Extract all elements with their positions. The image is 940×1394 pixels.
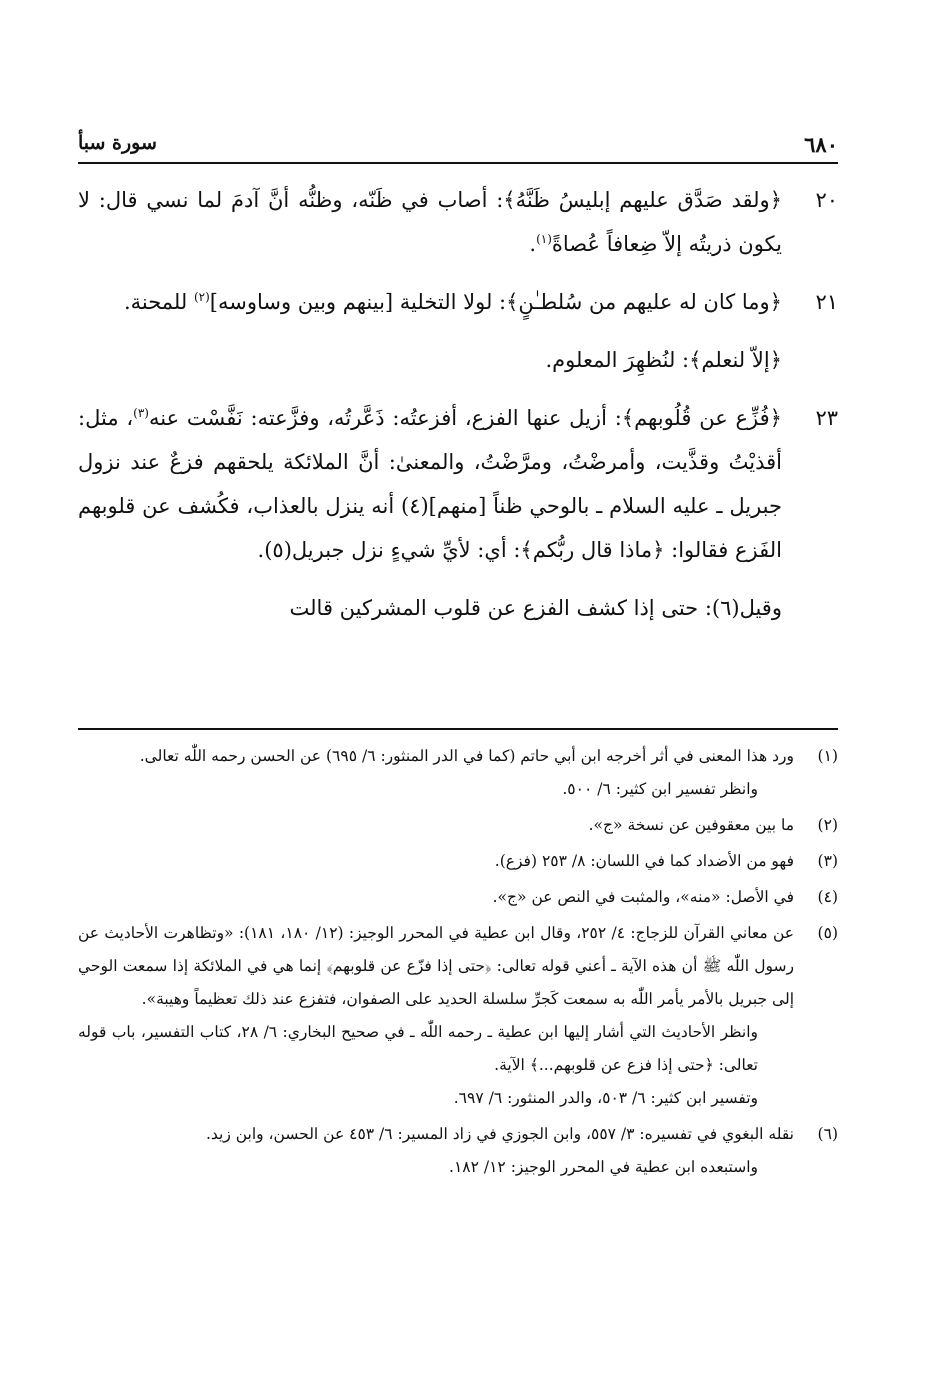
footnotes — [78, 740, 838, 1187]
footnote-4 — [78, 881, 838, 914]
footnote-text: فهو من الأضداد كما في اللسان: ٨/ ٢٥٣ (فزع). — [494, 852, 794, 870]
verse-commentary: ﴿وما كان له عليهم من سُلطـٰنٍ﴾: لولا التخلية [بينهم وبين وساوسه]$^{(٢)}$ للمحنة. — [123, 290, 782, 314]
footnote-number: (١) — [817, 747, 838, 765]
footnote-text: في الأصل: «منه»، والمثبت في النص عن «ج». — [492, 888, 794, 906]
footnote-ref: (١) — [536, 232, 552, 246]
surah-title: سورة سبأ — [78, 132, 157, 154]
verse-number: ٢٠ — [815, 188, 838, 212]
footnote-1 — [78, 740, 838, 806]
footnote-text: وانظر الأحاديث التي أشار إليها ابن عطية ـ رحمه اللّٰه ـ في صحيح البخاري: ٦/ ٢٨، كتاب التفسير، باب قوله تعالى: ﴿حتى إذا فزع عن قلوبهم...﴾ الآية. — [78, 1023, 758, 1074]
footnote-divider — [78, 728, 838, 730]
footnote-number: (٢) — [817, 816, 838, 834]
footnote-text: وتفسير ابن كثير: ٦/ ٥٠٣، والدر المنثور: ٦/ ٦٩٧. — [453, 1089, 758, 1107]
footnote-text: واستبعده ابن عطية في المحرر الوجيز: ١٢/ ١٨٢. — [449, 1158, 758, 1176]
verse-number: ٢٣ — [815, 406, 838, 430]
main-text — [78, 178, 838, 644]
footnote-ref: (٣) — [133, 406, 149, 420]
footnote-text: وانظر تفسير ابن كثير: ٦/ ٥٠٠. — [562, 780, 758, 798]
verse-entry-continued — [78, 586, 838, 630]
page-number: ٦٨٠ — [804, 132, 838, 157]
page-header — [78, 128, 838, 164]
footnote-3 — [78, 845, 838, 878]
verse-commentary: ﴿إلاّ لنعلم﴾: لنُظهِرَ المعلوم. — [545, 348, 782, 372]
footnote-number: (٤) — [817, 888, 838, 906]
verse-commentary: ﴿فُزِّع عن قُلُوبهم﴾: أزيل عنها الفزع، أفزعتُه: ذَعَّرتُه، وفزَّعته: نَفَّسْت عنه$^{(٣)}$، مثل: أقذيْتُ وقذَّيت، وأمرضْتُ، ومرَّضْتُ، والمعنىٰ: أنَّ الملائكة يلحقهم فزعٌ عند نزول جبريل ـ عليه السلام ـ بالوحي ظناً [منهم](٤) أنه ينزل بالعذاب، فكُشف عن قلوبهم الفَزع فقالوا: ﴿ماذا قال ربُّكم﴾: أي: لأيِّ شيءٍ نزل جبريل(٥). — [78, 406, 782, 562]
footnote-number: (٦) — [817, 1125, 838, 1143]
footnote-6 — [78, 1118, 838, 1184]
footnote-5 — [78, 917, 838, 1115]
footnote-text: ورد هذا المعنى في أثر أخرجه ابن أبي حاتم (كما في الدر المنثور: ٦/ ٦٩٥) عن الحسن رحمه اللّٰه تعالى. — [139, 747, 794, 765]
verse-commentary: ﴿ولقد صَدَّق عليهم إبليسُ ظَنَّهُ﴾: أصاب في ظَنّه، وظنُّه أنَّ آدمَ لما نسي قال: لا يكون ذريتُه إلاّ ضِعافاً عُصاةً$^{(١)}$. — [78, 188, 782, 256]
footnote-text: ما بين معقوفين عن نسخة «ج». — [588, 816, 794, 834]
footnote-2 — [78, 809, 838, 842]
verse-entry-20 — [78, 178, 838, 266]
footnote-number: (٥) — [817, 924, 838, 942]
verse-entry-21 — [78, 280, 838, 324]
footnote-ref: (٢) — [193, 290, 210, 304]
footnote-text: عن معاني القرآن للزجاج: ٤/ ٢٥٢، وقال ابن عطية في المحرر الوجيز: (١٢/ ١٨٠، ١٨١): «وتظاهرت الأحاديث عن رسول اللّٰه ﷺ أن هذه الآية ـ أعني قوله تعالى: ﴿حتى إذا فزّع عن قلوبهم﴾ إنما هي في الملائكة إذا سمعت الوحي إلى جبريل بالأمر يأمر اللّٰه به سمعت كَجرِّ سلسلة الحديد على الصفوان، فتفزع عند ذلك تعظيماً وهيبة». — [78, 924, 795, 1008]
verse-entry-21b — [78, 338, 838, 382]
footnote-number: (٣) — [817, 852, 838, 870]
verse-entry-23 — [78, 396, 838, 572]
verse-number: ٢١ — [815, 290, 838, 314]
footnote-text: نقله البغوي في تفسيره: ٣/ ٥٥٧، وابن الجوزي في زاد المسير: ٦/ ٤٥٣ عن الحسن، وابن زيد. — [205, 1125, 794, 1143]
verse-commentary: وقيل(٦): حتى إذا كشف الفزع عن قلوب المشركين قالت — [289, 596, 782, 620]
